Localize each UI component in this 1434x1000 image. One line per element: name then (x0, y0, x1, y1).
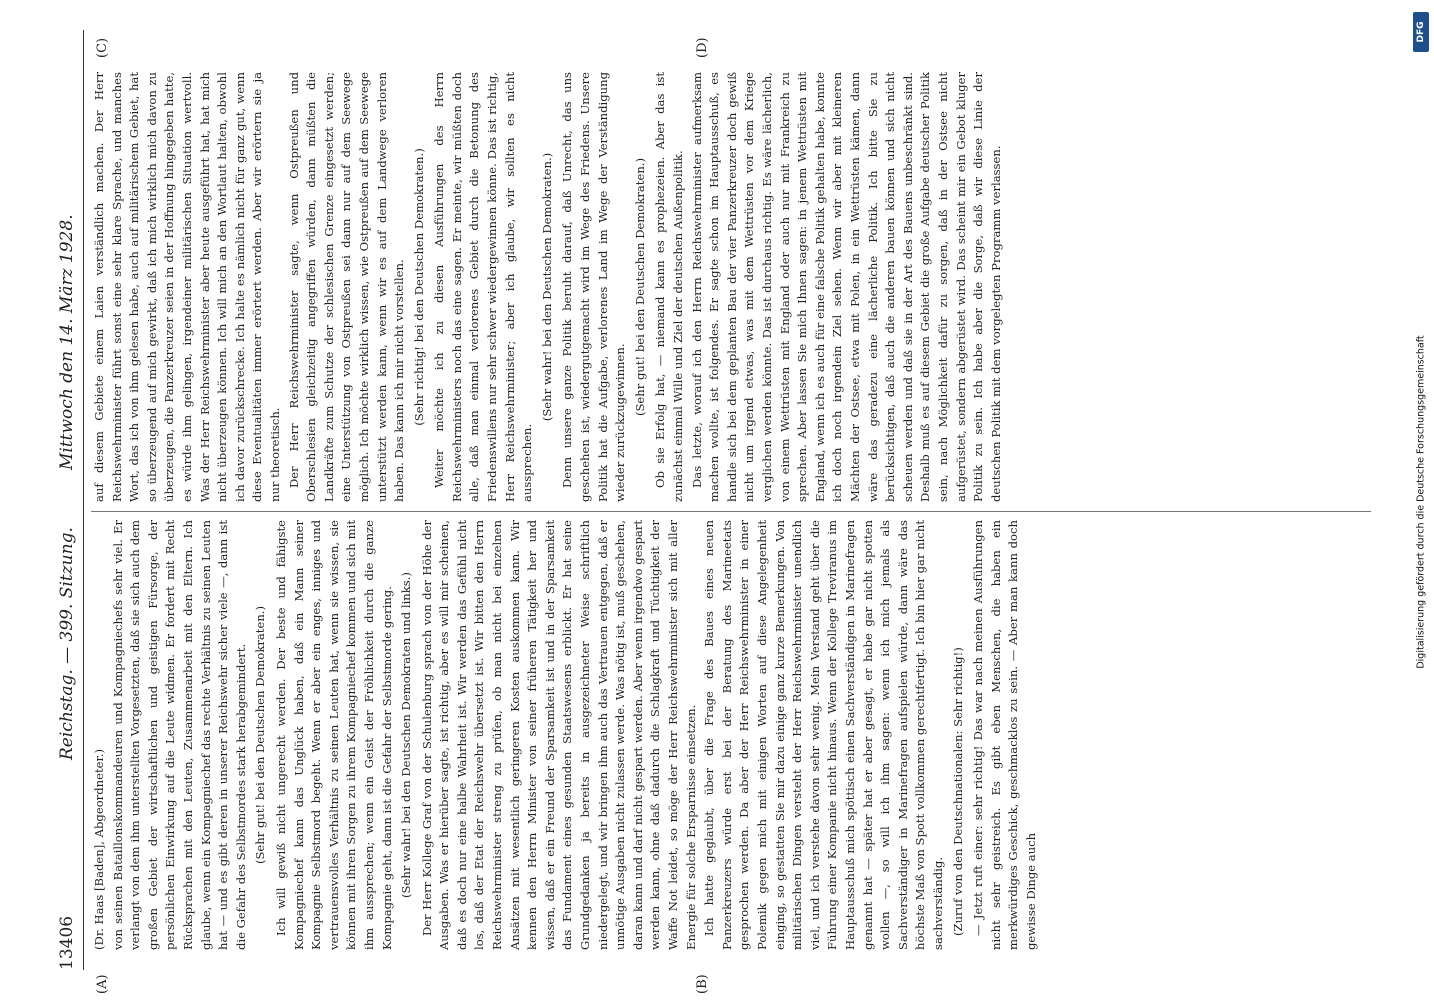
rotated-document-page (55, 30, 1385, 994)
paragraph: — Jetzt ruft einer: sehr richtig! Das war nach meinen Ausführungen nicht sehr geistreich. Es gibt eben Menschen, die haben ein merkwürdiges Geschick, geschmacklos zu sein. — Aber man kann doch gewisse Dinge auch (971, 520, 1038, 950)
column-divider (91, 511, 1371, 512)
right-running-head: Mittwoch den 14. März 1928. (57, 214, 77, 470)
paragraph: auf diesem Gebiete einem Laien verständlich machen. Der Herr Reichswehrminister führt sonst eine sehr klare Sprache, und manches Wort, das ich von ihm gelesen habe, auch auf militärischem Gebiet, hat so überzeugend auf mich gewirkt, daß ich mich wirklich mich davon zu überzeugen, die Panzerkreuzer seien in der Hoffnung hingegeben hatte, es würde ihm gelingen, irgendeiner militärischen Situation wertvoll. Was der Herr Reichswehrminister aber heute ausgeführt hat, hat mich nicht überzeugen können. Ich will mich an den Wortlaut halten, obwohl ich davor zurückschrecke. Ich halte es nämlich nicht für ganz gut, wenn diese Eventualitäten immer erörtert werden. Aber wir erörtern sie ja nur theoretisch. (92, 72, 282, 502)
paragraph: Ob sie Erfolg hat, — niemand kann es prophezeien. Aber das ist zunächst einmal Wille und Ziel der deutschen Außenpolitik. (653, 72, 685, 502)
margin-mark-d: (D) (695, 37, 710, 58)
dfg-logo-text: DFG (1416, 21, 1426, 43)
interjection: (Sehr gut! bei den Deutschen Demokraten.) (253, 605, 268, 865)
left-running-head: Reichstag. — 399. Sitzung. (57, 527, 77, 760)
margin-mark-b: (B) (695, 974, 710, 994)
interjection: (Sehr richtig! bei den Deutschen Demokraten.) (411, 148, 426, 426)
interjection: (Sehr gut! bei den Deutschen Demokraten.) (632, 157, 647, 417)
interjection: (Sehr wahr! bei den Deutschen Demokraten und links.) (399, 572, 414, 898)
margin-mark-a: (A) (95, 974, 110, 994)
paragraph: Weiter möchte ich zu diesen Ausführungen des Herrn Reichswehrministers noch das eine sagen. Er meinte, wir müßten doch alle, daß man einmal verlorenes Gebiet durch die Betonung des Friedenswillens nur sehr schwer wiedergewinnen könne. Das ist richtig, Herr Reichswehrminister; aber ich glaube, wir sollten es nicht aussprechen. (432, 72, 535, 502)
funding-credit: Digitalisierung gefördert durch die Deutsche Forschungsgemeinschaft (1415, 335, 1427, 669)
paragraph: Der Herr Reichswehrminister sagte, wenn Ostpreußen und Oberschlesien gleichzeitig angegriffen würden, dann müßten die Landkräfte zum Schutze der schlesischen Grenze eingesetzt werden; eine Unterstützung von Ostpreußen sei dann nur auf dem Seewege möglich. Ich möchte wirklich wissen, wie Ostpreußen auf dem Seewege unterstützt werden kann, wenn wir es auf dem Landwege verloren haben. Das kann ich mir nicht vorstellen. (286, 72, 407, 502)
paragraph: Das letzte, worauf ich den Herrn Reichswehrminister aufmerksam machen wollte, ist folgendes. Er sagte schon im Hauptausschuß, es handle sich bei dem geplanten Bau der vier Panzerkreuzer doch gewiß nicht um irgend etwas, was mit dem Wettrüsten vor dem Kriege verglichen werden könnte. Das ist durchaus richtig. Es wäre lächerlich, von einem Wettrüsten mit England oder auch nur mit Frankreich zu sprechen. Aber lassen Sie mich Ihnen sagen: in jenem Wettrüsten mit England, wenn ich es auch für eine falsche Politik gehalten habe, konnte ich doch noch irgendein Ziel sehen. Wenn wir aber mit kleineren Mächten der Ostsee, etwa mit Polen, in ein Wettrüsten kämen, dann wäre das geradezu eine lächerliche Politik. Ich bitte Sie zu berücksichtigen, daß auch die anderen bauen können und sich nicht scheuen werden und daß sie in der Art des Bauens unbeschränkt sind. Deshalb muß es auf diesem Gebiet die große Aufgabe deutscher Politik sein, nach Möglichkeit dafür zu sorgen, daß in der Ostsee nicht aufgerüstet, sondern abgerüstet wird. Das scheint mir ein Gebot kluger Politik zu sein. Ich habe aber die Sorge, daß wir diese Linie der deutschen Politik mit dem vorgelegten Programm verlassen. (689, 72, 1003, 502)
right-column (91, 72, 1006, 502)
left-column (91, 520, 1041, 950)
dfg-logo (1413, 12, 1429, 52)
paragraph: von seinen Bataillonskommandeuren und Kompagniechefs sehr viel. Er verlangt von dem ihm unterstellten Vorgesetzten, daß sie sich auch dem großen Gebiet der wirtschaftlichen und geistigen Fürsorge, der persönlichen Einwirkung auf die Leute widmen. Er fordert mit Recht Rücksprachen mit den Leuten, Zusammenarbeit mit den Eltern. Ich glaube, wenn ein Kompagniechef das rechte Verhältnis zu seinen Leuten hat — und es gibt deren in unserer Reichswehr sicher viele —, dann ist die Gefahr des Selbstmordes stark herabgemindert. (110, 520, 248, 950)
page-number: 13406 (57, 915, 77, 970)
paragraph: Der Herr Kollege Graf von der Schulenburg sprach von der Höhe der Ausgaben. Was er hierüber sagte, ist richtig, aber es will mir scheinen, daß es doch nur eine halbe Wahrheit ist. Wir werden das Gefühl nicht los, daß der Etat der Reichswehr übersetzt ist. Wir bitten den Herrn Reichswehrminister streng zu prüfen, ob man nicht bei einzelnen Ansätzen mit wesentlich geringeren Kosten auskommen kann. Wir kennen den Herrn Minister von seiner früheren Tätigkeit her und wissen, daß er ein Freund der Sparsamkeit ist und in der Sparsamkeit das Fundament eines gesunden Staatswesens erblickt. Er hat seine Grundgedanken ja bereits in ausgezeichneter Weise schriftlich niedergelegt, und wir bringen ihm auch das Vertrauen entgegen, daß er unnötige Ausgaben nicht zulassen werde. Was nötig ist, muß geschehen, daran kann und darf nicht gespart werden. Aber wenn irgendwo gespart werden kann, ohne daß dadurch die Schlagkraft und Tüchtigkeit der Waffe Not leidet, so möge der Herr Reichswehrminister sich mit aller Energie für solche Ersparnisse einsetzen. (419, 520, 698, 950)
interjection: (Sehr wahr! bei den Deutschen Demokraten.) (539, 152, 554, 422)
paragraph: Denn unsere ganze Politik beruht darauf, daß Unrecht, das uns geschehen ist, wiedergutgemacht wird im Wege des Friedens. Unsere Politik hat die Aufgabe, verlorenes Land im Wege der Verständigung wieder zurückzugewinnen. (560, 72, 628, 502)
paragraph: Ich hatte geglaubt, über die Frage des Baues eines neuen Panzerkreuzers würde erst bei der Beratung des Marineetats gesprochen werden. Da aber der Herr Reichswehrminister in einer Polemik gegen mich mit einigen Worten auf diese Angelegenheit einging, so gestatten Sie mir dazu einige ganz kurze Bemerkungen. Von militärischen Dingen versteht der Herr Reichswehrminister unendlich viel, und ich verstehe davon sehr wenig. Mein Verstand geht über die Führung einer Kompanie nicht hinaus. Wenn der Kollege Treviranus im Hauptausschuß mich spöttisch einen Sachverständigen in Marinefragen genannt hat — später hat er aber gesagt, er habe gar nicht spotten wollen —, so will ich ihm sagen: wenn ich mich jemals als Sachverständiger in Marinefragen aufspielen würde, dann wäre das höchste Maß von Spott vollkommen gerechtfertigt. Ich bin hier gar nicht sachverständig. (702, 520, 945, 950)
running-header (55, 30, 84, 970)
margin-mark-c: (C) (95, 37, 110, 58)
digitization-sidebar (1412, 12, 1430, 992)
paragraph: Ich will gewiß nicht ungerecht werden. Der beste und fähigste Kompagniechef kann das Unglück haben, daß ein Mann seiner Kompagnie Selbstmord begeht. Wenn er aber ein enges, inniges und vertrauensvolles Verhältnis zu seinen Leuten hat, wenn sie wissen, sie können mit ihren Sorgen zu ihrem Kompagniechef kommen und sich mit ihm aussprechen; wenn ein Geist der Fröhlichkeit durch die ganze Kompagnie geht, dann ist die Gefahr der Selbstmorde gering. (273, 520, 394, 950)
interjection: (Zuruf von den Deutschnationalen: Sehr richtig!) (950, 647, 965, 936)
speaker-line: (Dr. Haas [Baden], Abgeordneter.) (92, 749, 106, 950)
